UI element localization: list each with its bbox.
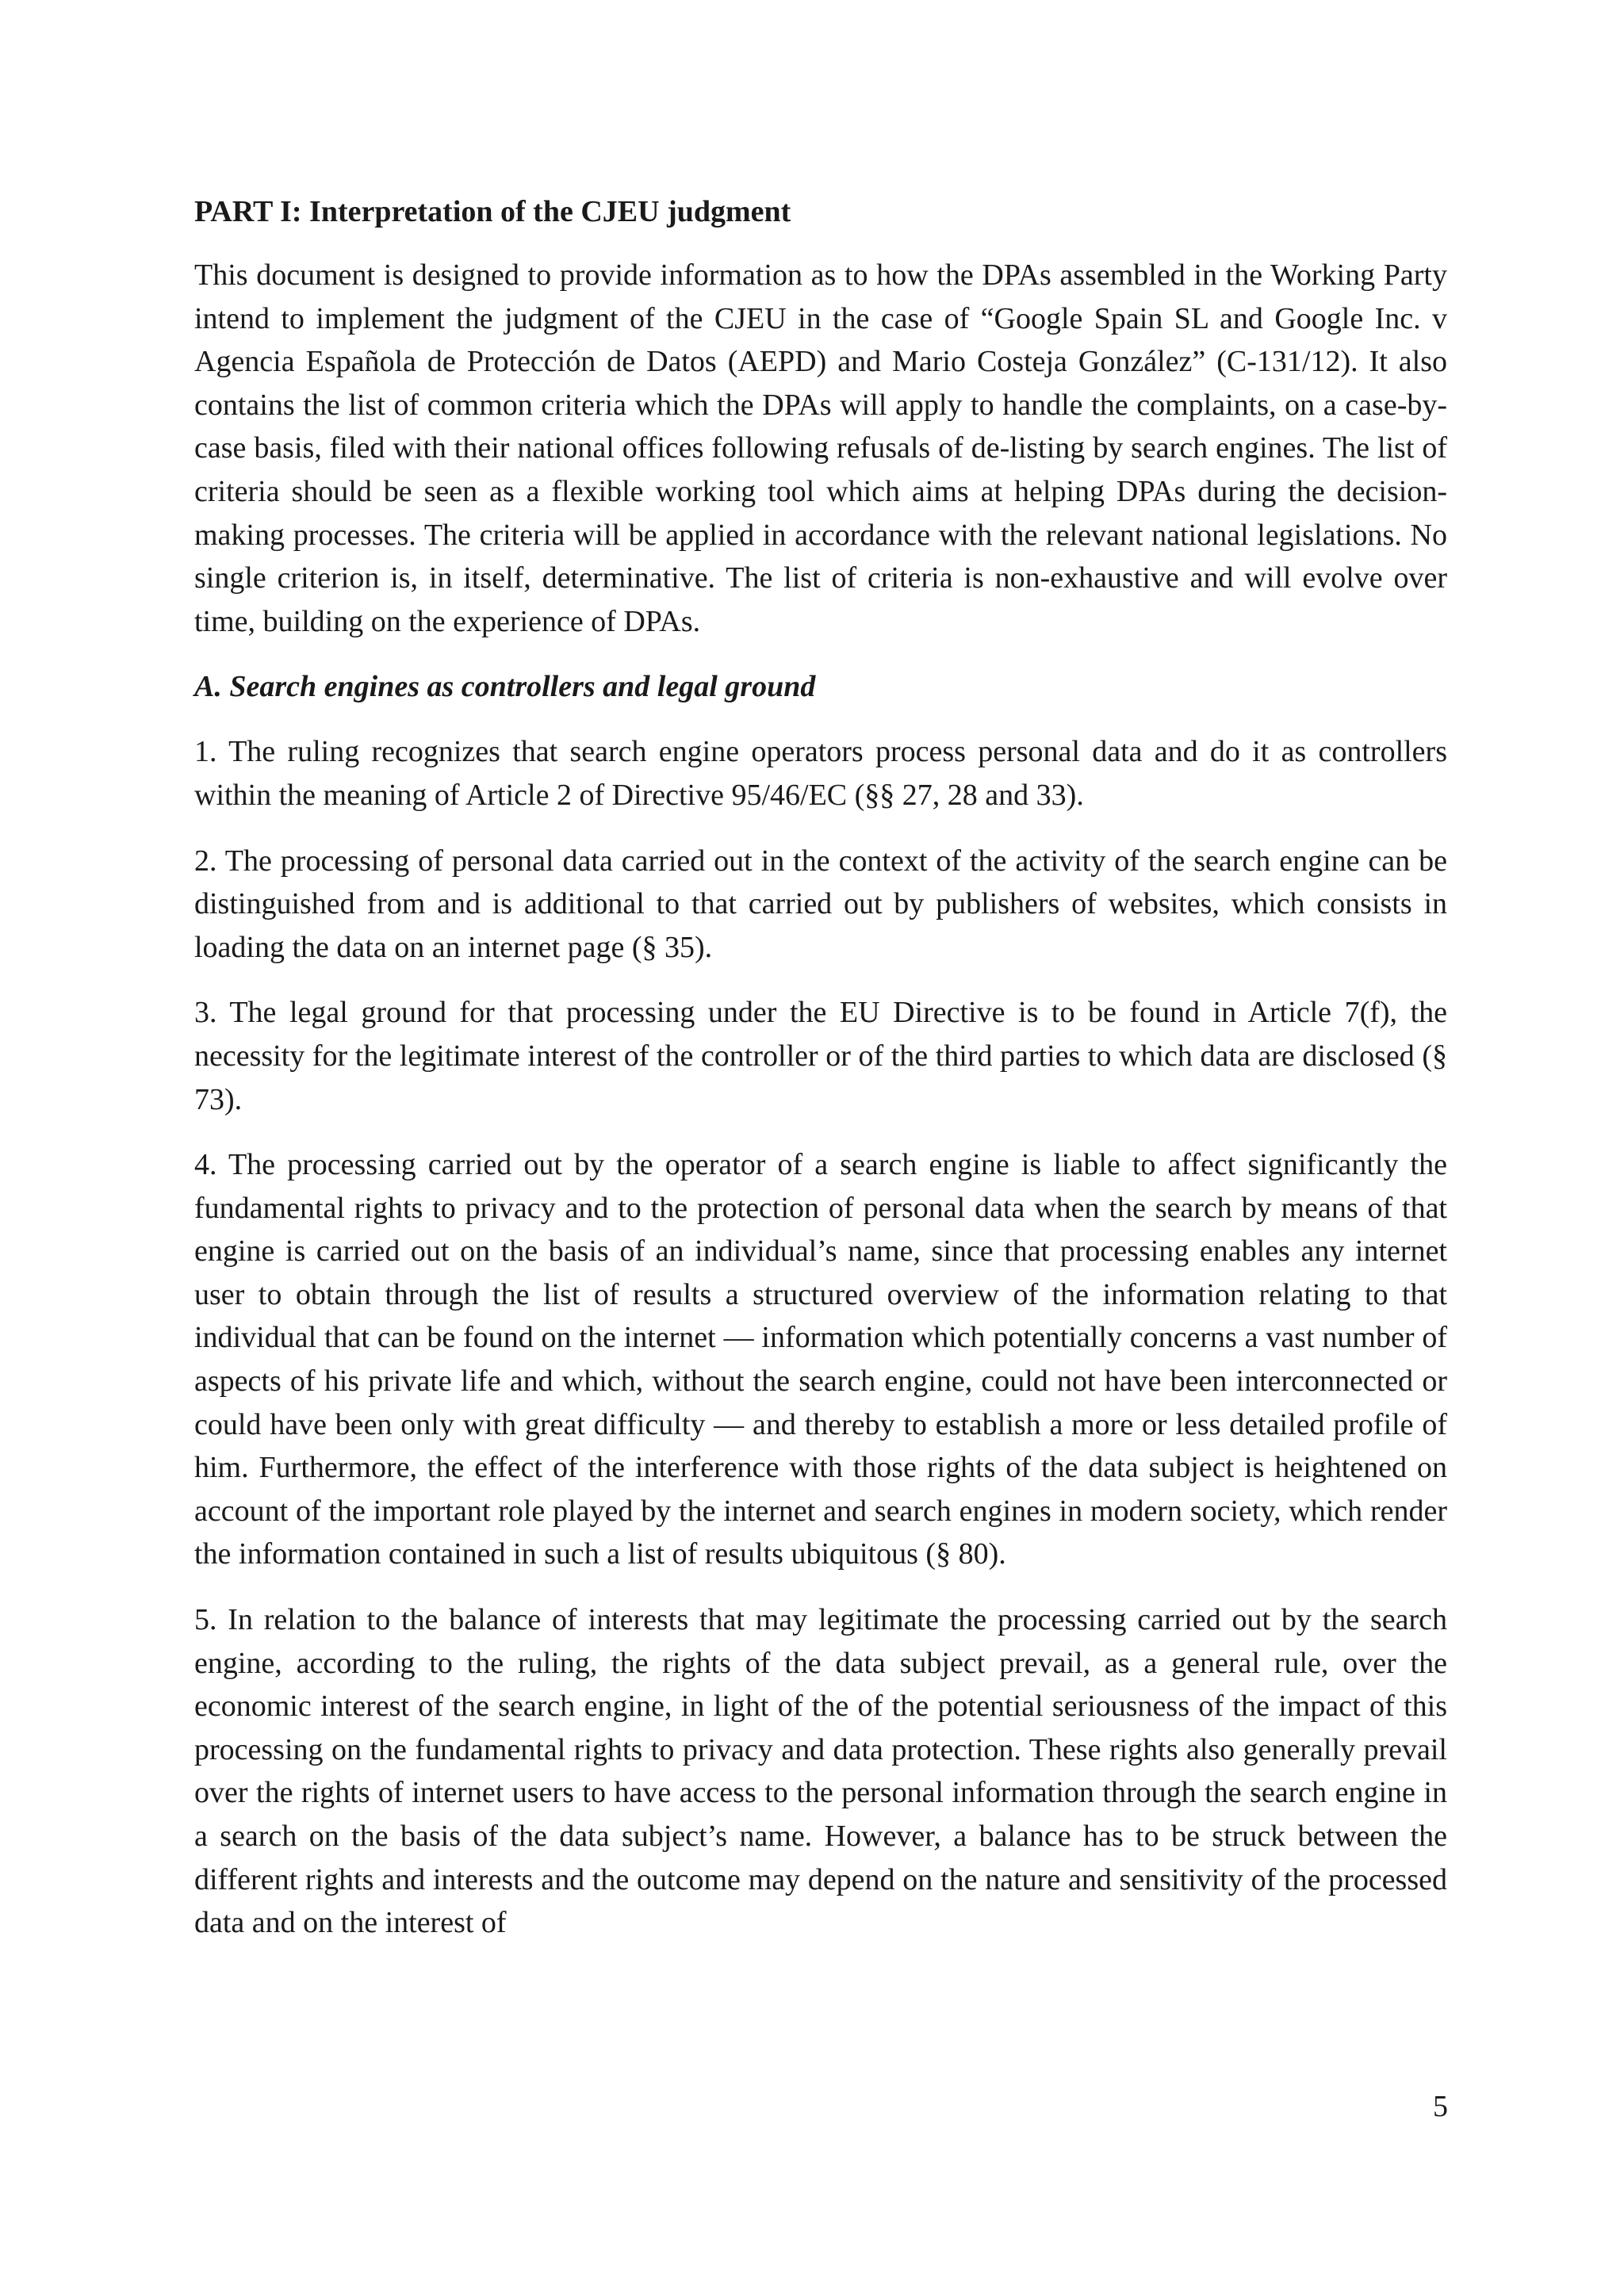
part-heading: PART I: Interpretation of the CJEU judgment [194, 195, 791, 228]
paragraph-4: 4. The processing carried out by the operator of a search engine is liable to affect significantly the fundamental rights to privacy and to the protection of personal data when the search by means of that engine is carried out on the basis of an individual’s name, since that processing enables any internet user to obtain through the list of results a structured overview of the information relating to that individual that can be found on the internet — information which potentially concerns a vast number of aspects of his private life and which, without the search engine, could not have been interconnected or could have been only with great difficulty — and thereby to establish a more or less detailed profile of him. Furthermore, the effect of the interference with those rights of the data subject is heightened on account of the important role played by the internet and search engines in modern society, which render the information contained in such a list of results ubiquitous (§ 80). [194, 1148, 1447, 1571]
section-a-heading: A. Search engines as controllers and legal ground [194, 670, 816, 704]
paragraph-1: 1. The ruling recognizes that search engine operators process personal data and do it as controllers within the meaning of Article 2 of Directive 95/46/EC (§§ 27, 28 and 33). [194, 735, 1447, 812]
paragraph-5: 5. In relation to the balance of interests that may legitimate the processing carried out by the search engine, according to the ruling, the rights of the data subject prevail, as a general rule, over the economic interest of the search engine, in light of the of the potential seriousness of the impact of this processing on the fundamental rights to privacy and data protection. These rights also generally prevail over the rights of internet users to have access to the personal information through the search engine in a search on the basis of the data subject’s name. However, a balance has to be struck between the different rights and interests and the outcome may depend on the nature and sensitivity of the processed data and on the interest of [194, 1603, 1447, 1940]
paragraph-2: 2. The processing of personal data carried out in the context of the activity of the search engine can be distinguished from and is additional to that carried out by publishers of websites, which consists in loading the data on an internet page (§ 35). [194, 844, 1447, 964]
page-number: 5 [1433, 2090, 1448, 2123]
page-content [194, 190, 1447, 1967]
intro-paragraph: This document is designed to provide information as to how the DPAs assembled in the Working Party intend to implement the judgment of the CJEU in the case of “Google Spain SL and Google Inc. v Agencia Española de Protección de Datos (AEPD) and Mario Costeja González” (C-131/12). It also contains the list of common criteria which the DPAs will apply to handle the complaints, on a case-by-case basis, filed with their national offices following refusals of de-listing by search engines. The list of criteria should be seen as a flexible working tool which aims at helping DPAs during the decision-making processes. The criteria will be applied in accordance with the relevant national legislations. No single criterion is, in itself, determinative. The list of criteria is non-exhaustive and will evolve over time, building on the experience of DPAs. [194, 258, 1447, 638]
paragraph-3: 3. The legal ground for that processing under the EU Directive is to be found in Article 7(f), the necessity for the legitimate interest of the controller or of the third parties to which data are disclosed (§ 73). [194, 996, 1447, 1116]
